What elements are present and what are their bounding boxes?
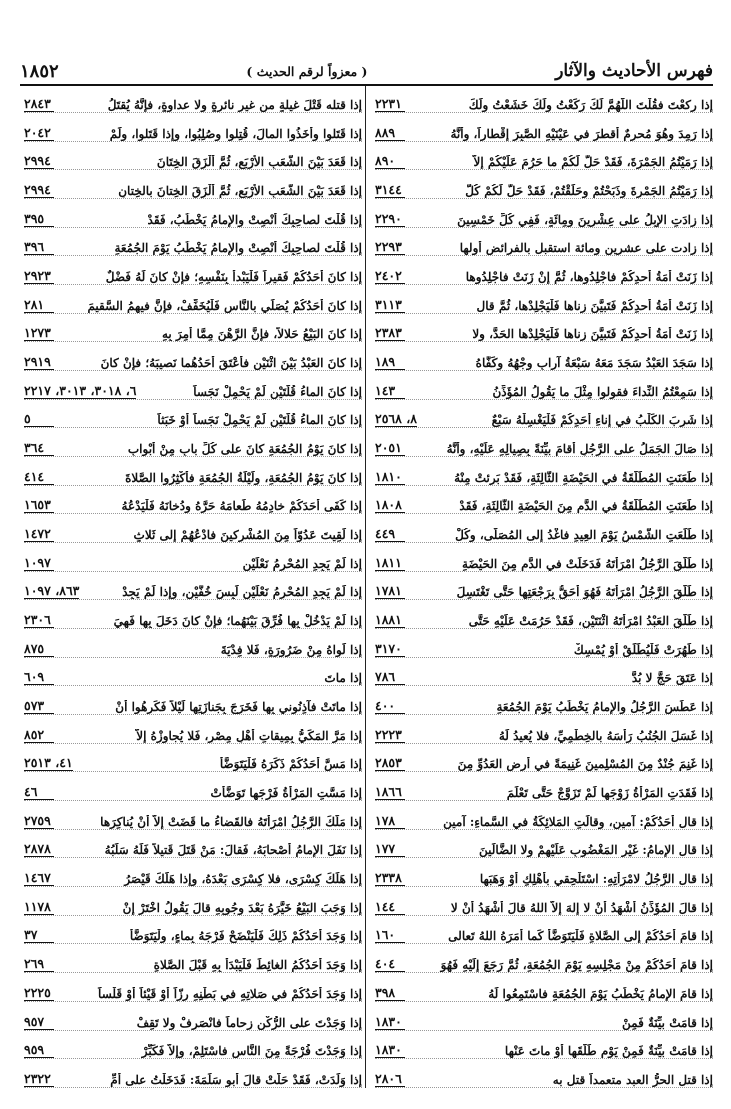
hadith-entry [375, 344, 713, 371]
hadith-text: إذا قامَ أحَدُكُمْ مِنْ مَجْلِسِهِ يَوْمَ الجُمُعَةِ، ثُمَّ رَجَعَ إلَيْهِ فَهُوَ [440, 958, 713, 973]
hadith-entry [24, 315, 362, 342]
hadith-entry [375, 573, 713, 600]
hadith-entry [24, 631, 362, 658]
hadith-number: ٢٩٢٣ [24, 268, 54, 284]
hadith-number: ٢٧٥٩ [24, 813, 54, 829]
hadith-text: إذا كانَ الماءُ قُلَّتَيْنِ لَمْ يَحْمِلْ نَجَساً [193, 384, 362, 399]
hadith-entry [24, 115, 362, 142]
hadith-number: ١٨١١ [375, 555, 405, 571]
hadith-entry [24, 344, 362, 371]
hadith-number: ٨٦٣، ١٠٩٧ [24, 583, 80, 599]
hadith-text: إذا زَنَتْ أَمَةُ أحدِكُمْ فاجْلِدُوها، ثُمَّ إنْ زَنَتْ فاجْلِدُوها [465, 270, 713, 285]
hadith-text: إذا قُلْتَ لصاحِبِكَ أنْصِتْ والإمامُ يَخْطُبُ، فَقَدْ [147, 212, 362, 227]
hadith-number: ٢٠٤٢ [24, 125, 54, 141]
hadith-number: ٢٩٩٤ [24, 182, 54, 198]
hadith-text: إذا كانَ البَيْعُ حَلالاً، فإنَّ الرَّهْنَ مِمَّا أُمِرَ بِهِ [162, 327, 362, 342]
hadith-number: ٨٧٥ [24, 641, 54, 657]
hadith-text: إذا مَسَّتِ المَرْأةُ فَرْجَها تَوَضَّأتْ [210, 786, 362, 801]
hadith-number: ٢٨١ [24, 297, 54, 313]
hadith-text: إذا طَلَّقَ الرَّجُلُ امْرَأتَهُ فَدَخَلَتْ في الدَّمِ مِنَ الحَيْضَةِ [462, 556, 713, 571]
hadith-entry [375, 516, 713, 543]
hadith-text: إذا كانَ يَوْمُ الجُمُعَةِ، ولَيْلَةُ الجُمُعَةِ فأكْثِرُوا الصَّلاةَ [125, 470, 362, 485]
hadith-text: إذا قال الرَّجُلُ لامْرَأتِهِ: اسْتَلْحِقي بأهْلِكِ أوْ وَهَبَها [479, 872, 713, 887]
hadith-entry [375, 831, 713, 858]
hadith-number: ٣١١٣ [375, 297, 405, 313]
hadith-entry [24, 946, 362, 973]
hadith-number: ٢٣٠٦ [24, 612, 54, 628]
hadith-entry [375, 430, 713, 457]
hadith-text: إذا مَرَّ المَكِّيُّ بِمِيقاتِ أهْلِ مِصْرٍ، فَلا يُجاوِزْهُ إلاَّ [136, 728, 362, 743]
hadith-text: إذا لَمْ يَجِدِ المُحْرِمُ نَعْلَيْنِ [242, 556, 362, 571]
hadith-text: إذا لَواهُ مِنْ ضَرُورَةٍ، فَلا فِدْيَةَ [220, 642, 362, 657]
hadith-entry [24, 373, 362, 400]
hadith-entry [375, 889, 713, 916]
hadith-text: إذا قَعَدَ بَيْنَ الشُّعَبِ الأرْبَعِ، ثُمَّ أَلْزَقَ الخِتَانَ [156, 155, 362, 170]
hadith-text: إذا وَجَدَ أحَدُكُمُ الغائِطَ فَلْيَبْدَأْ بِهِ قَبْلَ الصَّلاةِ [153, 958, 362, 973]
hadith-number: ٤٦ [24, 784, 54, 800]
hadith-number: ٣٧ [24, 927, 54, 943]
hadith-text: إذا وَجَدَ أحَدُكُمْ في صَلاتِهِ في بَطْنِهِ رِزّاً أوْ قَيْئاً أوْ قَلْساً [98, 986, 362, 1001]
hadith-text: إذا رَمَيْتُمُ الجَمْرَةَ، فَقَدْ حَلَّ لَكُمْ ما حَرُمَ عَلَيْكُمْ إلاَّ [473, 155, 713, 170]
hadith-entry [375, 229, 713, 256]
hadith-entry [375, 860, 713, 887]
hadith-entry [24, 401, 362, 428]
hadith-number: ٢٢٩٣ [375, 239, 405, 255]
hadith-number: ٤١، ٢٥١٣ [24, 755, 73, 771]
hadith-entry [24, 287, 362, 314]
hadith-number: ٢٩٩٤ [24, 153, 54, 169]
hadith-text: إذا زَنَتْ أَمَةُ أحدِكُمْ فَتَبيَّنَ زِناها فَلْيَجْلِدْها الحَدَّ، ولا [472, 327, 713, 342]
hadith-number: ١٨٦٦ [375, 784, 405, 800]
hadith-number: ١٤٧٢ [24, 526, 54, 542]
hadith-text: إذا وَجَدْتَ على الرُّكْنِ زِحاماً فانْصَرِفْ ولا تَقِفْ [136, 1015, 362, 1030]
header-subtitle: ( معزواً لرقم الحديث ) [246, 63, 368, 79]
hadith-text: إذا لَقِيتَ عَدُوّاً مِنَ المُشْرِكينَ فادْعُهُمْ إلى ثَلاثٍ [133, 528, 362, 543]
header-title: فهرس الأحاديث والآثار [555, 61, 713, 81]
hadith-entry [24, 659, 362, 686]
page-header [20, 56, 713, 86]
hadith-entry [24, 1061, 362, 1088]
hadith-entry [375, 803, 713, 830]
hadith-text: إذا قال الإمامُ: غَيْرِ المَغْضُوبِ عَلَيْهِمْ ولا الضَّالِّينَ [479, 843, 713, 858]
hadith-number: ١٧٨١ [375, 583, 405, 599]
hadith-number: ٤٠٤ [375, 956, 405, 972]
hadith-number: ٢٠٥١ [375, 440, 405, 456]
hadith-entry [24, 201, 362, 228]
hadith-entry [375, 717, 713, 744]
hadith-entry [24, 917, 362, 944]
hadith-text: إذا طَعَنَتِ المُطَلَّقَةُ في الحَيْضَةِ الثَّالِثَةِ، فَقَدْ بَرِئتْ مِنْهُ [454, 470, 713, 485]
hadith-text: إذا طَهُرَتْ فَلْيُطَلِّقْ أوْ يُمْسِكْ [573, 642, 713, 657]
hadith-number: ٢٣٢٢ [24, 1071, 54, 1087]
hadith-number: ٣٩٨ [375, 985, 405, 1001]
hadith-text: إذا قامَتْ بيِّنَةٌ فَمِنْ يَوْمِ طَلَّقَها أوْ ماتَ عَنْها [504, 1044, 713, 1059]
hadith-number: ٢٢٣١ [375, 96, 405, 112]
hadith-text: إذا سَمِعْتُمُ النِّداءَ فقولوا مِثْلَ ما يَقُولُ المُؤَذِّنُ [492, 384, 713, 399]
hadith-number: ٤١٤ [24, 469, 54, 485]
hadith-text: إذا زادت على عشرين ومائة استقبل بالفرائض أولها [459, 241, 713, 256]
hadith-text: إذا صَالَ الجَمَلُ على الرَّجُلِ أقامَ بيِّنَةً بِصِيالِهِ عَلَيْهِ، وأنَّهُ [446, 442, 713, 457]
hadith-text: إذا فَقَدَتِ المَرْأةُ زَوْجَها لَمْ تَزَوَّجْ حَتَّى تَعْلَمَ [506, 786, 713, 801]
hadith-entry [375, 459, 713, 486]
hadith-entry [24, 487, 362, 514]
hadith-text: إذا كانَ يَوْمُ الجُمُعَةِ كانَ على كُلِّ بابٍ مِنْ أبْوابِ [127, 442, 362, 457]
hadith-number: ٢٨٠٦ [375, 1071, 405, 1087]
hadith-entry [375, 602, 713, 629]
hadith-entry [375, 917, 713, 944]
hadith-entry [375, 659, 713, 686]
hadith-entry [375, 975, 713, 1002]
hadith-entry [375, 401, 713, 428]
hadith-entry [24, 602, 362, 629]
hadith-text: إذا لَمْ يَدْخُلْ بِها فُرِّقَ بَيْنَهُما؛ فإنْ كانَ دَخَلَ بِها فَهِيَ [113, 614, 362, 629]
hadith-number: ١٦٥٣ [24, 497, 54, 513]
hadith-number: ١٨٣٠ [375, 1042, 405, 1058]
right-column [375, 86, 713, 1088]
hadith-text: إذا طَلَعَتِ الشَّمْسُ يَوْمَ العِيدِ فاغْدُ إلى المُصَلَّى، وكُلْ [455, 528, 713, 543]
hadith-number: ٢٨٤٣ [24, 96, 54, 112]
hadith-number: ٣٩٦ [24, 239, 54, 255]
hadith-number: ٤٤٩ [375, 526, 405, 542]
hadith-text: إذا قامَتْ بيِّنَةٌ فَمِنْ [622, 1015, 713, 1030]
hadith-entry [24, 258, 362, 285]
hadith-number: ٤٠٠ [375, 698, 405, 714]
hadith-entry [375, 86, 713, 113]
hadith-entry [24, 143, 362, 170]
hadith-number: ٦٠٩ [24, 669, 54, 685]
hadith-text: إذا كانَ أحَدُكُمْ فَقيراً فَلْيَبْدأْ بِنَفْسِهِ؛ فإنْ كانَ لَهُ فَضْلٌ [105, 270, 362, 285]
hadith-text: إذا قتله قَتْلَ غيلةٍ من غير نائرةٍ ولا عداوةٍ، فإنَّهُ يُقتَلُ [107, 98, 362, 112]
hadith-entry [375, 545, 713, 572]
hadith-number: ١٢٧٣ [24, 325, 54, 341]
hadith-text: إذا سَجَدَ العَبْدُ سَجَدَ مَعَهُ سَبْعَةُ آرابٍ وجْهُهُ وكَفَّاهُ [475, 356, 713, 371]
hadith-text: إذا قامَ الإمامُ يَخْطُبُ يَوْمَ الجُمُعَةِ فاسْتَمِعُوا لَهُ [488, 986, 713, 1001]
hadith-text: إذا زَنَتْ أَمَةُ أحدِكُمْ فَتَبيَّنَ زِناها فَلْيَجْلِدْها، ثُمَّ قال [476, 298, 713, 313]
hadith-text: إذا قامَ أحَدُكُمْ إلى الصَّلاةِ فَلْيَتَوَضَّأْ كَما أمَرَهُ اللهُ تَعالى [448, 929, 713, 944]
hadith-entry [375, 946, 713, 973]
hadith-entry [24, 717, 362, 744]
hadith-entry [24, 1032, 362, 1059]
hadith-entry [24, 229, 362, 256]
hadith-entry [375, 172, 713, 199]
hadith-text: إذا وَجَدَ أحَدُكُمْ ذَلِكَ فَلْيَنْضَحْ فَرْجَهُ بِماءٍ، ولْيَتَوَضَّأْ [129, 929, 362, 944]
hadith-number: ٥٧٣ [24, 698, 54, 714]
hadith-text: إذا وَجَدْتَ فُرْجَةً مِنَ النَّاسِ فاسْتَلِمْ، وإلاَّ فَكَبِّرْ [141, 1044, 362, 1059]
hadith-number: ١٧٨ [375, 813, 405, 829]
hadith-number: ١١٧٨ [24, 899, 54, 915]
hadith-entry [375, 487, 713, 514]
hadith-text: إذا قالَ المُؤَذِّنُ أشْهَدُ أنْ لا إلهَ إلاَّ اللهُ قالَ أشْهَدُ أنْ لا [450, 900, 713, 915]
hadith-entry [375, 258, 713, 285]
hadith-text: إذا طَلَّقَ الرَّجُلُ امْرَأتَهُ فَهُوَ أحَقُّ بِرَجْعَتِها حَتَّى تَغْتَسِلَ [456, 585, 713, 600]
hadith-text: إذا لَمْ يَجِدِ المُحْرِمُ نَعْلَيْنِ لَبِسَ خُفَّيْنِ، وإذا لَمْ يَجِدْ [122, 585, 362, 600]
hadith-entry [375, 774, 713, 801]
hadith-text: إذا زادَتِ الإبِلُ على عِشْرينَ ومِائَةٍ، فَفِي كُلِّ خَمْسِينَ [457, 212, 713, 227]
hadith-number: ١٨١٠ [375, 469, 405, 485]
hadith-number: ١٤٤ [375, 899, 405, 915]
hadith-entry [375, 201, 713, 228]
hadith-text: إذا عَطَسَ الرَّجُلُ والإمامُ يَخْطُبُ يَوْمَ الجُمُعَةِ [496, 700, 713, 715]
hadith-text: إذا قَعَدَ بَيْنَ الشُّعَبِ الأرْبَعِ، ثُمَّ أَلْزَقَ الخِتانَ بالخِتانِ [118, 184, 362, 199]
hadith-entry [375, 745, 713, 772]
hadith-number: ٦، ٣٠١٨، ٣٠١٣، ٢٢١٧ [24, 382, 137, 398]
hadith-number: ٢٢٩٠ [375, 211, 405, 227]
hadith-entry [24, 516, 362, 543]
hadith-number: ٩٥٧ [24, 1014, 54, 1030]
hadith-number: ٩٥٩ [24, 1042, 54, 1058]
hadith-entry [375, 688, 713, 715]
hadith-text: إذا غَنِمَ جُنْدٌ مِنَ المُسْلِمينَ غَنِيمَةً في أرضِ العَدُوِّ مِنَ [457, 757, 713, 772]
hadith-text: إذا مَلَّكَ الرَّجُلُ امْرَأتَهُ فالقَضاءُ ما قَضَتْ إلاَّ أنْ يُناكِرَها [100, 814, 362, 829]
hadith-text: إذا كانَ أحَدُكُمْ يُصَلِّي بالنَّاسِ فَلْيُخَفِّفْ، فإنَّ فيهِمُ السَّقيمَ [87, 298, 362, 313]
hadith-number: ٢٦٩ [24, 956, 54, 972]
hadith-number: ٢٣٨٣ [375, 325, 405, 341]
hadith-number: ١٨٩ [375, 354, 405, 370]
hadith-text: إذا وَجَبَ البَيْعُ خَيَّرَهُ بَعْدَ وجُوبِهِ قالَ يَقُولُ اخْتَرْ إنْ [122, 900, 362, 915]
page-number: ١٨٥٢ [20, 60, 59, 82]
hadith-entry [24, 430, 362, 457]
hadith-number: ٧٨٦ [375, 669, 405, 685]
hadith-entry [375, 373, 713, 400]
hadith-text: إذا نَفَلَ الإمامُ أصْحابَهُ، فَقالَ: مَنْ قَتَلَ قَتيلاً فَلَهُ سَلَبُهُ [104, 843, 362, 858]
hadith-text: إذا مَسَّ أحَدُكُمْ ذَكَرَهُ فَلْيَتَوَضَّأْ [219, 757, 362, 772]
hadith-entry [24, 803, 362, 830]
hadith-number: ٨، ٢٥٦٨ [375, 411, 417, 427]
hadith-entry [24, 1004, 362, 1031]
hadith-number: ١٨٠٨ [375, 497, 405, 513]
hadith-entry [375, 1061, 713, 1088]
hadith-number: ١٨٨١ [375, 612, 405, 628]
hadith-number: ٥ [24, 411, 54, 427]
hadith-entry [375, 631, 713, 658]
hadith-entry [24, 688, 362, 715]
hadith-entry [375, 115, 713, 142]
hadith-entry [24, 545, 362, 572]
hadith-number: ١٦٠ [375, 927, 405, 943]
hadith-number: ٢٨٧٨ [24, 841, 54, 857]
hadith-number: ١٠٩٧ [24, 555, 54, 571]
hadith-number: ٢٢٢٥ [24, 985, 54, 1001]
hadith-entry [24, 172, 362, 199]
hadith-text: إذا قُلْتَ لصاحِبِكَ أنْصِتْ والإمامُ يَخْطُبُ يَوْمَ الجُمُعَةِ [114, 241, 362, 256]
hadith-text: إذا كانَ الماءُ قُلَّتَيْنِ لَمْ يَحْمِلْ نَجَساً أوْ خَبَثاً [157, 413, 362, 428]
hadith-entry [24, 86, 362, 113]
hadith-entry [24, 459, 362, 486]
hadith-text: إذا عَتَقَ حَجَّ لا بُدَّ [631, 671, 713, 686]
hadith-text: إذا غَسَلَ الجُنُبُ رَأسَهُ بالخِطْمِيِّ، فلا يُعيدُ لَهُ [498, 728, 713, 743]
hadith-text: إذا كَفَى أحَدَكُمْ خادِمُهُ طَعامَهُ حَرَّهُ ودُخانَهُ فَلْيَدْعُهُ [121, 499, 362, 514]
hadith-entry [24, 975, 362, 1002]
hadith-number: ٨٥٢ [24, 727, 54, 743]
hadith-number: ٢٨٥٣ [375, 755, 405, 771]
left-column [24, 86, 362, 1088]
hadith-number: ٣٦٤ [24, 440, 54, 456]
hadith-entry [24, 831, 362, 858]
hadith-text: إذا شَرِبَ الكَلْبُ في إناءِ أحَدِكُمْ فَلْيَغْسِلْهُ سَبْعٌ [491, 413, 713, 428]
hadith-text: إذا قَتَلوا وأخَذُوا المالَ، قُتِلوا وصُلِبُوا، وإذا قَتَلوا، ولَمْ [109, 126, 362, 141]
hadith-text: إذا طَلَّقَ العَبْدُ امْرَأتَهُ اثْنَتَيْنِ، فَقَدْ حَرُمَتْ عَلَيْهِ حَتَّى [468, 614, 713, 629]
hadith-text: إذا ماتَ [324, 671, 362, 686]
hadith-entry [24, 860, 362, 887]
hadith-number: ٣١٤٤ [375, 182, 405, 198]
hadith-entry [375, 287, 713, 314]
hadith-entry [24, 774, 362, 801]
hadith-number: ٣١٧٠ [375, 641, 405, 657]
hadith-entry [24, 573, 362, 600]
hadith-number: ٢٩١٩ [24, 354, 54, 370]
hadith-text: إذا طَعَنَتِ المُطَلَّقَةُ في الدَّمِ مِنَ الحَيْضَةِ الثَّالِثَةِ، فَقَدْ [459, 499, 713, 514]
hadith-number: ١٨٣٠ [375, 1014, 405, 1030]
hadith-entry [24, 889, 362, 916]
hadith-text: إذا ماتَتْ فآذِنُوني بِها فَخَرَجَ بِجَنازَتِها لَيْلاً فَكَرِهُوا أنْ [115, 700, 362, 715]
hadith-text: إذا قال أحَدُكُمْ: آمين، وقالَتِ المَلائِكَةُ في السَّماءِ: آمين [443, 814, 713, 829]
hadith-number: ٨٩٠ [375, 153, 405, 169]
hadith-number: ٢٤٠٢ [375, 268, 405, 284]
hadith-entry [375, 1004, 713, 1031]
hadith-text: إذا رَمَيْتُمُ الجَمْرةَ وذَبَحْتُمْ وحَلَقْتُمْ، فَقَدْ حَلَّ لَكُمْ كُلُّ [465, 184, 713, 199]
hadith-text: إذا هَلَكَ كِسْرَى، فلا كِسْرَى بَعْدَهُ، وإذا هَلَكَ قَيْصَرُ [124, 872, 362, 887]
hadith-number: ١٤٣ [375, 383, 405, 399]
hadith-number: ١٤٦٧ [24, 870, 54, 886]
hadith-text: إذا ركعْتَ فقُلْتَ اللَّهُمَّ لَكَ رَكَعْتُ ولَكَ خَشَعْتُ ولَكَ [468, 98, 713, 112]
hadith-text: إذا قتل الحرُّ العبد متعمداً قتل به [552, 1072, 713, 1087]
hadith-entry [24, 745, 362, 772]
hadith-number: ٢٣٣٨ [375, 870, 405, 886]
hadith-number: ٢٢٢٣ [375, 727, 405, 743]
hadith-number: ٣٩٥ [24, 211, 54, 227]
hadith-text: إذا كانَ العَبْدُ بَيْنَ اثْنَيْنِ فأعْتَقَ أحَدُهُما نَصيبَهُ؛ فإنْ كانَ [100, 356, 362, 371]
hadith-text: إذا وَلَدَتْ، فَقَدْ حَلَّتْ قالَ أبو سَلَمَةَ: فَدَخَلْتُ على أُمِّ [110, 1072, 362, 1087]
hadith-number: ٨٨٩ [375, 125, 405, 141]
hadith-entry [375, 1032, 713, 1059]
column-divider [365, 86, 366, 1088]
hadith-entry [375, 143, 713, 170]
hadith-text: إذا رَمِدَ وهُوَ مُحرِمٌ أقطرَ في عَيْنَيْهِ الصَّبِرَ إقْطاراً، وأنَّهُ [450, 126, 713, 141]
hadith-entry [375, 315, 713, 342]
hadith-number: ١٧٧ [375, 841, 405, 857]
